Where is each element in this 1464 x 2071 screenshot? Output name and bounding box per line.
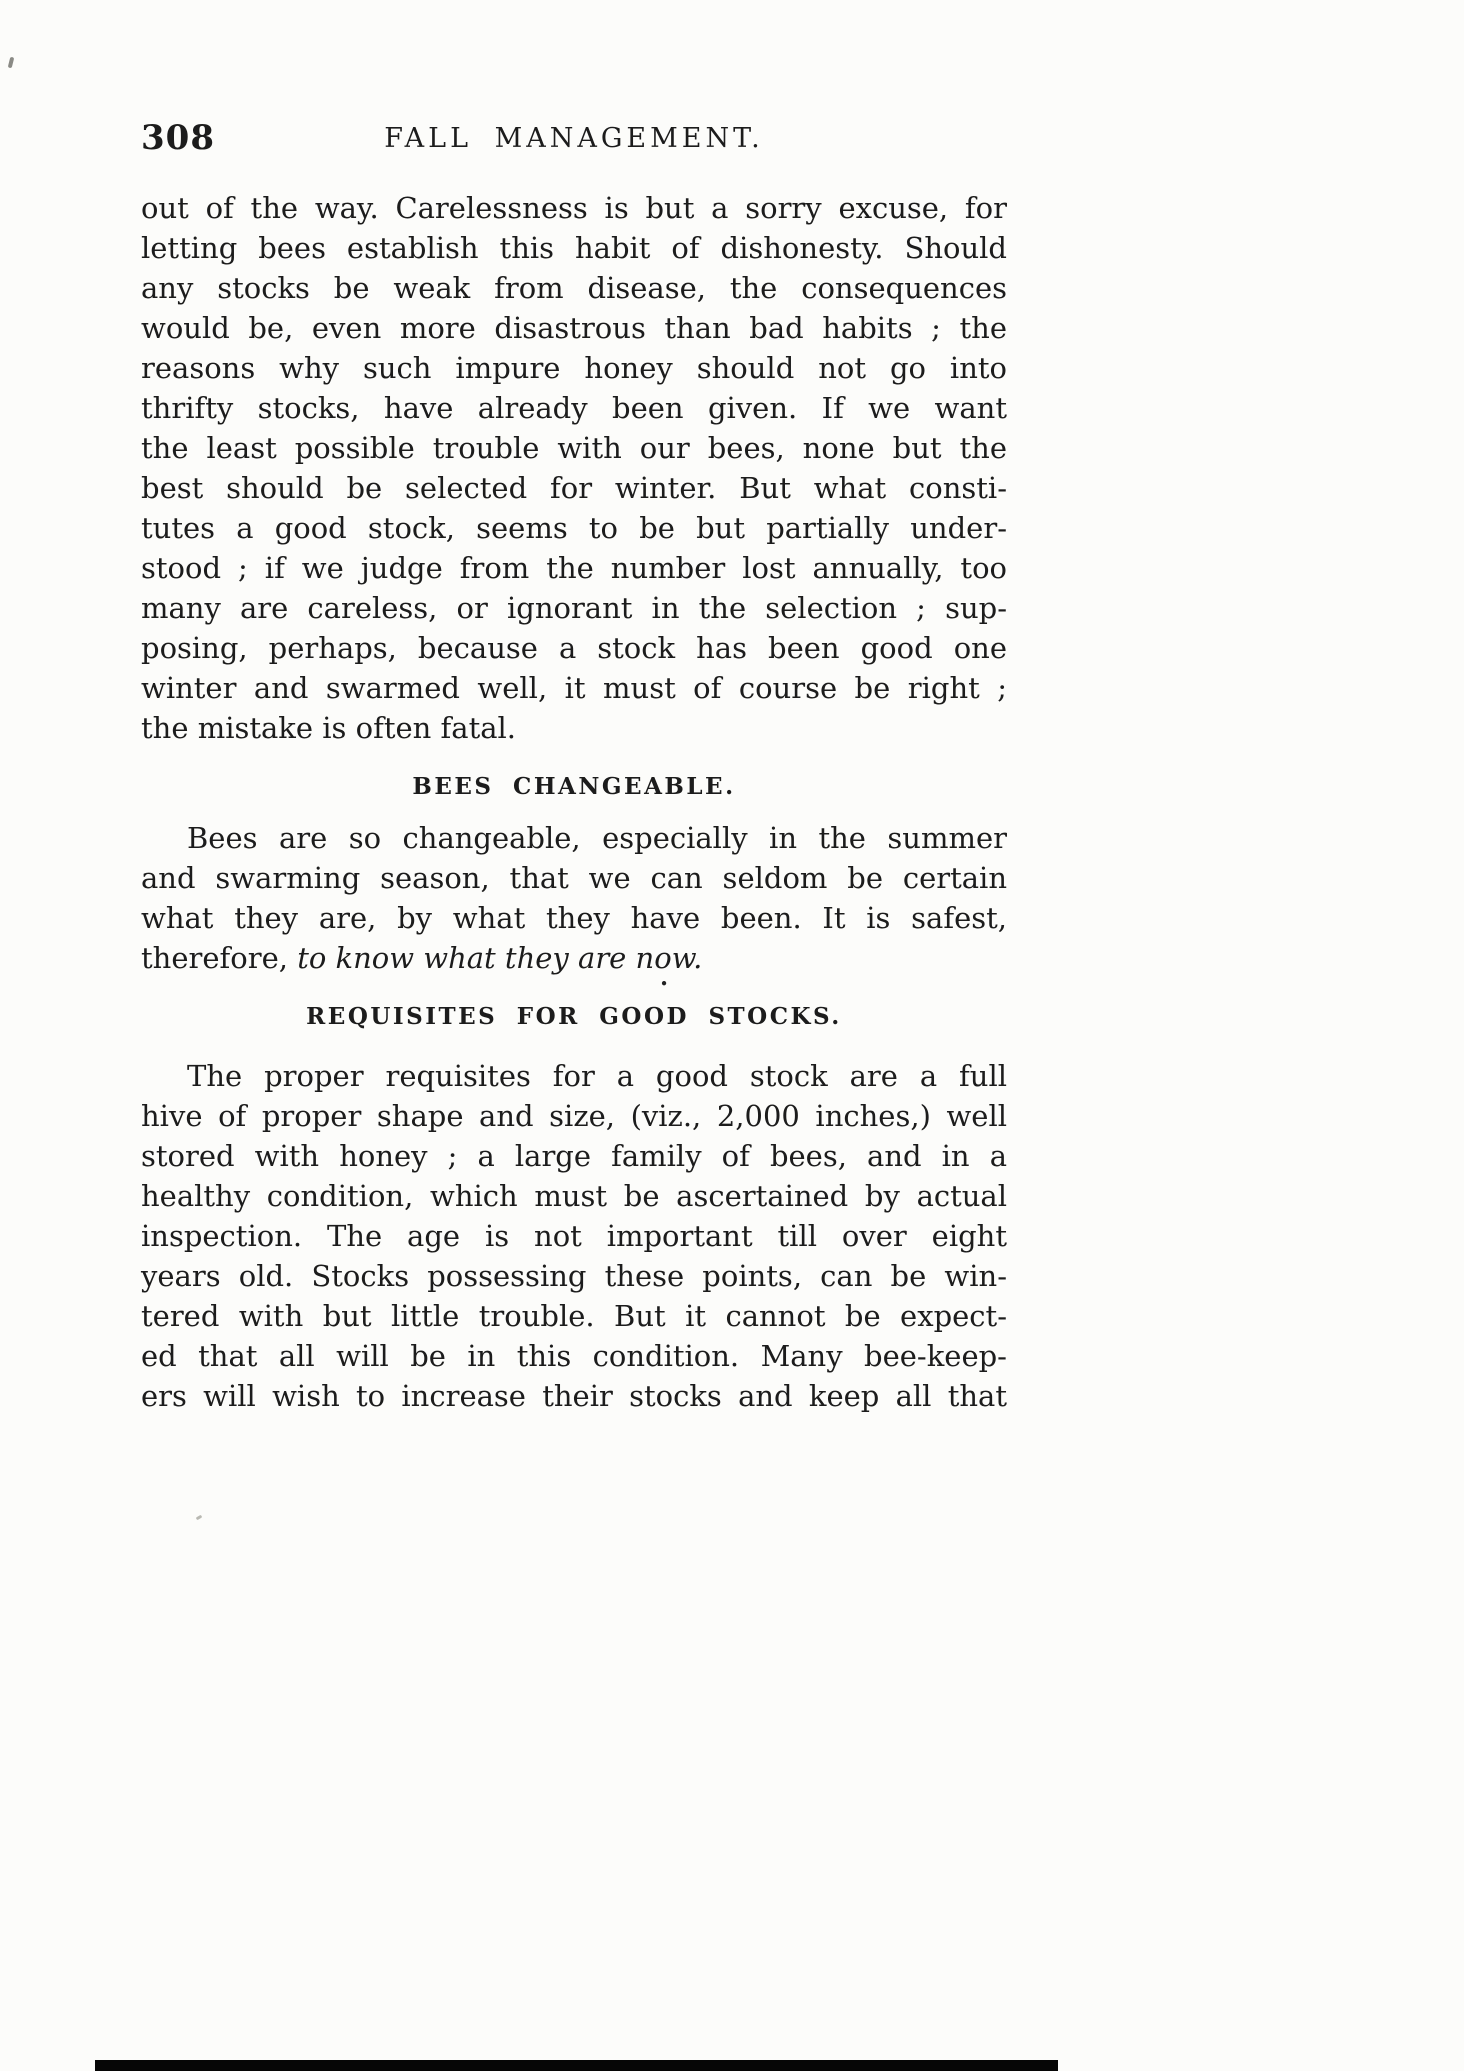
scan-speck-mark xyxy=(8,57,15,69)
printer-mark-row xyxy=(141,975,1007,993)
body-line: thrifty stocks, have already been given. If we want xyxy=(141,391,1007,425)
page-header-row xyxy=(141,118,1007,164)
paragraph-fall-management xyxy=(141,188,1007,748)
body-line: ers will wish to increase their stocks and keep all that xyxy=(141,1379,1007,1413)
body-line: years old. Stocks possessing these points, can be win- xyxy=(141,1259,1007,1293)
body-line: and swarming season, that we can seldom be certain xyxy=(141,861,1007,895)
body-line: the least possible trouble with our bees, none but the xyxy=(141,431,1007,465)
body-line: would be, even more disastrous than bad habits ; the xyxy=(141,311,1007,345)
body-line: tutes a good stock, seems to be but partially under- xyxy=(141,511,1007,545)
body-line: posing, perhaps, because a stock has been good one xyxy=(141,631,1007,665)
text-column xyxy=(141,118,1007,1416)
body-line: ed that all will be in this condition. Many bee-keep- xyxy=(141,1339,1007,1373)
body-line: hive of proper shape and size, (viz., 2,000 inches,) well xyxy=(141,1099,1007,1133)
running-header: FALL MANAGEMENT. xyxy=(384,123,764,154)
body-line: The proper requisites for a good stock are a full xyxy=(187,1059,1007,1093)
section-heading-bees-changeable: BEES CHANGEABLE. xyxy=(412,773,736,800)
body-line: best should be selected for winter. But what consti- xyxy=(141,471,1007,505)
scan-artifact-bar xyxy=(95,2060,1058,2071)
body-line: what they are, by what they have been. It is safest, xyxy=(141,901,1007,935)
body-line: inspection. The age is not important till over eight xyxy=(141,1219,1007,1253)
body-line xyxy=(141,938,1007,978)
body-line: healthy condition, which must be ascertained by actual xyxy=(141,1179,1007,1213)
body-text-italic: to know what they are now. xyxy=(297,941,703,975)
body-line: letting bees establish this habit of dishonesty. Should xyxy=(141,231,1007,265)
body-line: stood ; if we judge from the number lost annually, too xyxy=(141,551,1007,585)
body-line: any stocks be weak from disease, the consequences xyxy=(141,271,1007,305)
body-line: tered with but little trouble. But it cannot be expect- xyxy=(141,1299,1007,1333)
body-line: the mistake is often fatal. xyxy=(141,711,517,745)
body-line: reasons why such impure honey should not go into xyxy=(141,351,1007,385)
body-line: Bees are so changeable, especially in the summer xyxy=(187,821,1007,855)
page-number: 308 xyxy=(141,118,215,158)
body-line: out of the way. Carelessness is but a sorry excuse, for xyxy=(141,191,1007,225)
printer-mark-dot: • xyxy=(659,975,669,993)
paragraph-bees-changeable xyxy=(141,818,1007,978)
body-line: winter and swarmed well, it must of course be right ; xyxy=(141,671,1007,705)
body-line: many are careless, or ignorant in the selection ; sup- xyxy=(141,591,1007,625)
section-heading-requisites: REQUISITES FOR GOOD STOCKS. xyxy=(306,1003,842,1030)
body-line: stored with honey ; a large family of bees, and in a xyxy=(141,1139,1007,1173)
paragraph-requisites xyxy=(141,1056,1007,1416)
body-text-roman: therefore, xyxy=(141,941,298,975)
scan-speck-mark xyxy=(196,1515,203,1521)
